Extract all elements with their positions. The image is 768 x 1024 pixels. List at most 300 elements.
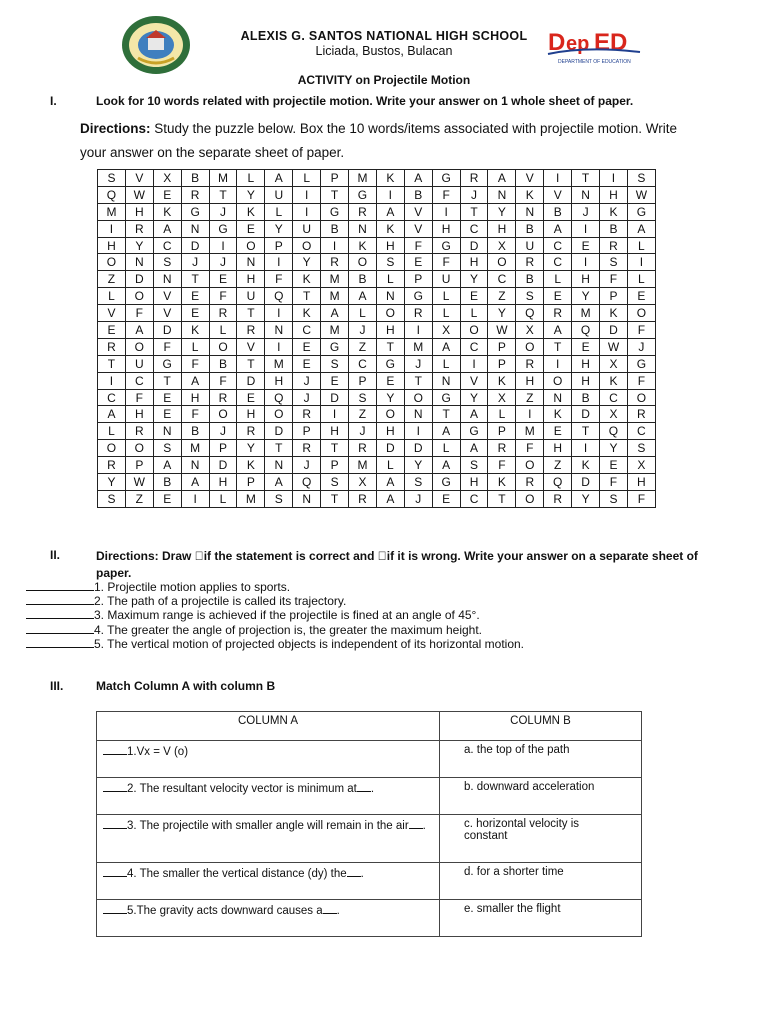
grid-cell: R <box>293 440 321 457</box>
grid-cell: I <box>209 237 237 254</box>
grid-cell: O <box>460 322 488 339</box>
grid-cell: X <box>349 474 377 491</box>
grid-cell: J <box>209 423 237 440</box>
grid-cell: G <box>627 355 655 372</box>
grid-cell: F <box>125 389 153 406</box>
grid-cell: H <box>376 322 404 339</box>
grid-cell: Y <box>265 220 293 237</box>
grid-cell: S <box>627 440 655 457</box>
grid-cell: G <box>349 186 377 203</box>
grid-cell: Z <box>125 490 153 507</box>
grid-row <box>98 288 656 305</box>
grid-cell: Y <box>488 203 516 220</box>
grid-cell: P <box>209 440 237 457</box>
grid-row <box>98 203 656 220</box>
grid-cell: R <box>321 254 349 271</box>
part2-directions: Directions: Draw  if the statement is correct and  if it is wrong. Write your answer on a separate sheet of paper. <box>96 549 698 580</box>
grid-cell: C <box>98 389 126 406</box>
grid-cell: R <box>404 305 432 322</box>
grid-cell: G <box>153 355 181 372</box>
grid-cell: R <box>516 474 544 491</box>
grid-cell: O <box>516 457 544 474</box>
grid-cell: K <box>376 170 404 187</box>
grid-cell: H <box>265 372 293 389</box>
grid-cell: Z <box>516 389 544 406</box>
grid-cell: S <box>460 457 488 474</box>
directions-label: Directions: <box>80 121 151 136</box>
grid-cell: S <box>321 355 349 372</box>
deped-logo-icon <box>546 26 642 66</box>
grid-cell: R <box>349 490 377 507</box>
grid-cell: X <box>516 322 544 339</box>
column-b-item: d. for a shorter time <box>440 863 642 900</box>
grid-cell: O <box>376 305 404 322</box>
column-b-item: a. the top of the path <box>440 741 642 778</box>
grid-cell: P <box>125 457 153 474</box>
grid-cell: Z <box>349 406 377 423</box>
grid-cell: H <box>237 271 265 288</box>
grid-cell: I <box>98 220 126 237</box>
grid-cell: N <box>153 423 181 440</box>
grid-cell: N <box>432 372 460 389</box>
grid-row <box>98 406 656 423</box>
svg-text:ED: ED <box>594 29 628 56</box>
grid-cell: L <box>460 305 488 322</box>
grid-cell: L <box>349 305 377 322</box>
grid-cell: S <box>600 254 628 271</box>
grid-cell: H <box>321 423 349 440</box>
grid-cell: M <box>349 170 377 187</box>
grid-cell: A <box>376 203 404 220</box>
grid-cell: D <box>209 457 237 474</box>
grid-cell: Y <box>600 440 628 457</box>
grid-cell: M <box>265 355 293 372</box>
grid-cell: O <box>237 237 265 254</box>
grid-cell: E <box>153 389 181 406</box>
grid-cell: A <box>265 474 293 491</box>
grid-cell: R <box>544 305 572 322</box>
grid-cell: Z <box>488 288 516 305</box>
grid-cell: D <box>321 389 349 406</box>
grid-cell: J <box>460 186 488 203</box>
column-a-header: COLUMN A <box>97 712 440 741</box>
grid-cell: J <box>293 457 321 474</box>
grid-cell: H <box>376 423 404 440</box>
grid-cell: U <box>293 220 321 237</box>
grid-cell: F <box>627 490 655 507</box>
grid-cell: I <box>544 355 572 372</box>
list-item: 4. The greater the angle of projection is, the greater the maximum height. <box>26 623 726 637</box>
grid-cell: C <box>153 237 181 254</box>
answer-blank[interactable] <box>26 580 94 591</box>
grid-cell: Y <box>460 271 488 288</box>
grid-cell: T <box>209 186 237 203</box>
table-row <box>97 712 642 741</box>
directions-text: Study the puzzle below. Box the 10 words/items associated with projectile motion. Write your answer on the separate sheet of paper. <box>80 121 678 160</box>
grid-cell: V <box>404 203 432 220</box>
grid-cell: D <box>125 271 153 288</box>
grid-cell: P <box>349 372 377 389</box>
grid-cell: N <box>237 254 265 271</box>
grid-cell: P <box>488 423 516 440</box>
grid-cell: K <box>572 457 600 474</box>
grid-cell: L <box>181 338 209 355</box>
grid-cell: A <box>544 322 572 339</box>
grid-cell: G <box>627 203 655 220</box>
grid-cell: I <box>572 254 600 271</box>
grid-row <box>98 338 656 355</box>
answer-blank[interactable] <box>26 594 94 605</box>
part1-instruction: Look for 10 words related with projectile motion. Write your answer on 1 whole sheet of paper. <box>96 94 634 108</box>
grid-cell: I <box>516 406 544 423</box>
grid-cell: V <box>544 186 572 203</box>
grid-cell: K <box>349 237 377 254</box>
matching-table <box>96 711 642 937</box>
grid-cell: M <box>321 271 349 288</box>
grid-cell: O <box>209 338 237 355</box>
grid-cell: H <box>600 186 628 203</box>
grid-cell: V <box>125 170 153 187</box>
grid-cell: E <box>293 338 321 355</box>
grid-cell: B <box>516 220 544 237</box>
grid-cell: J <box>627 338 655 355</box>
grid-cell: P <box>600 288 628 305</box>
grid-cell: N <box>293 490 321 507</box>
grid-cell: N <box>153 271 181 288</box>
grid-cell: H <box>572 355 600 372</box>
grid-cell: T <box>404 372 432 389</box>
grid-cell: A <box>265 170 293 187</box>
word-search-grid <box>97 169 656 508</box>
grid-cell: F <box>153 338 181 355</box>
grid-cell: P <box>265 237 293 254</box>
grid-cell: N <box>544 389 572 406</box>
grid-cell: I <box>572 220 600 237</box>
grid-cell: E <box>544 423 572 440</box>
grid-cell: Y <box>237 440 265 457</box>
table-row <box>97 815 642 863</box>
grid-cell: B <box>600 220 628 237</box>
list-item: 3. Maximum range is achieved if the projectile is fined at an angle of 45°. <box>26 608 726 622</box>
grid-cell: P <box>321 170 349 187</box>
grid-cell: E <box>237 389 265 406</box>
column-a-item: 1.Vx = V (o) <box>97 741 440 778</box>
grid-cell: Q <box>98 186 126 203</box>
grid-cell: E <box>321 372 349 389</box>
grid-cell: A <box>460 406 488 423</box>
grid-cell: H <box>460 254 488 271</box>
grid-cell: O <box>516 490 544 507</box>
grid-cell: N <box>349 220 377 237</box>
grid-cell: V <box>153 288 181 305</box>
grid-cell: F <box>627 322 655 339</box>
grid-cell: E <box>153 490 181 507</box>
grid-cell: U <box>516 237 544 254</box>
grid-cell: I <box>432 203 460 220</box>
grid-cell: B <box>572 389 600 406</box>
grid-cell: G <box>321 203 349 220</box>
grid-cell: I <box>321 237 349 254</box>
grid-cell: Y <box>460 389 488 406</box>
part3-number: III. <box>50 679 64 693</box>
grid-cell: W <box>125 186 153 203</box>
grid-cell: O <box>627 389 655 406</box>
grid-cell: B <box>544 203 572 220</box>
grid-cell: A <box>181 372 209 389</box>
grid-cell: K <box>153 203 181 220</box>
grid-cell: B <box>153 474 181 491</box>
grid-cell: S <box>98 170 126 187</box>
grid-cell: L <box>265 203 293 220</box>
grid-cell: F <box>209 288 237 305</box>
grid-cell: J <box>404 355 432 372</box>
grid-cell: I <box>404 322 432 339</box>
grid-cell: B <box>209 355 237 372</box>
grid-cell: D <box>600 322 628 339</box>
grid-cell: B <box>181 423 209 440</box>
grid-cell: K <box>600 203 628 220</box>
grid-cell: H <box>627 474 655 491</box>
grid-cell: H <box>488 220 516 237</box>
grid-cell: T <box>321 186 349 203</box>
grid-cell: E <box>627 288 655 305</box>
grid-cell: B <box>349 271 377 288</box>
grid-cell: U <box>265 186 293 203</box>
grid-cell: F <box>181 355 209 372</box>
grid-cell: H <box>432 220 460 237</box>
grid-cell: O <box>98 440 126 457</box>
list-item: 5. The vertical motion of projected objects is independent of its horizontal motion. <box>26 637 726 651</box>
grid-cell: F <box>265 271 293 288</box>
answer-blank[interactable] <box>26 637 94 648</box>
grid-cell: N <box>265 322 293 339</box>
grid-cell: D <box>572 406 600 423</box>
grid-cell: R <box>460 170 488 187</box>
grid-cell: C <box>460 220 488 237</box>
column-a-item: 4. The smaller the vertical distance (dy) the . <box>97 863 440 900</box>
grid-cell: T <box>265 440 293 457</box>
grid-cell: N <box>125 254 153 271</box>
grid-cell: E <box>98 322 126 339</box>
grid-cell: I <box>265 338 293 355</box>
grid-cell: K <box>181 322 209 339</box>
svg-text:D: D <box>548 29 566 56</box>
grid-cell: O <box>125 338 153 355</box>
grid-cell: F <box>181 406 209 423</box>
grid-cell: Q <box>265 288 293 305</box>
grid-cell: R <box>627 406 655 423</box>
svg-text:DEPARTMENT OF EDUCATION: DEPARTMENT OF EDUCATION <box>558 59 631 65</box>
grid-cell: R <box>544 490 572 507</box>
grid-cell: S <box>349 389 377 406</box>
grid-cell: Y <box>572 288 600 305</box>
grid-row <box>98 457 656 474</box>
grid-cell: R <box>237 423 265 440</box>
grid-cell: C <box>488 271 516 288</box>
grid-cell: F <box>432 186 460 203</box>
grid-cell: L <box>432 305 460 322</box>
grid-cell: X <box>432 322 460 339</box>
table-row <box>97 741 642 778</box>
svg-text:ep: ep <box>566 33 590 55</box>
grid-cell: L <box>209 322 237 339</box>
grid-cell: G <box>321 338 349 355</box>
part1-directions <box>80 117 680 165</box>
grid-cell: A <box>488 170 516 187</box>
grid-cell: X <box>600 355 628 372</box>
grid-cell: M <box>349 457 377 474</box>
grid-cell: T <box>153 372 181 389</box>
grid-cell: Y <box>125 237 153 254</box>
grid-cell: H <box>516 372 544 389</box>
grid-cell: I <box>404 423 432 440</box>
grid-row <box>98 440 656 457</box>
grid-cell: E <box>544 288 572 305</box>
grid-cell: V <box>516 170 544 187</box>
grid-cell: Q <box>293 474 321 491</box>
grid-cell: M <box>209 170 237 187</box>
answer-blank[interactable] <box>26 608 94 619</box>
grid-row <box>98 355 656 372</box>
grid-cell: T <box>98 355 126 372</box>
grid-cell: J <box>293 389 321 406</box>
grid-cell: L <box>544 271 572 288</box>
grid-cell: S <box>153 440 181 457</box>
grid-cell: Z <box>98 271 126 288</box>
grid-cell: M <box>572 305 600 322</box>
grid-cell: G <box>432 389 460 406</box>
part2-items <box>26 580 726 651</box>
grid-cell: W <box>627 186 655 203</box>
table-row <box>97 863 642 900</box>
grid-cell: V <box>98 305 126 322</box>
grid-cell: F <box>627 372 655 389</box>
part2-number: II. <box>50 548 61 562</box>
grid-cell: E <box>181 305 209 322</box>
grid-cell: H <box>125 406 153 423</box>
grid-cell: T <box>432 406 460 423</box>
grid-cell: Q <box>516 305 544 322</box>
grid-cell: R <box>516 355 544 372</box>
grid-cell: L <box>488 406 516 423</box>
grid-cell: T <box>376 338 404 355</box>
grid-cell: H <box>125 203 153 220</box>
grid-cell: H <box>98 237 126 254</box>
grid-cell: H <box>572 271 600 288</box>
grid-cell: T <box>293 288 321 305</box>
grid-cell: I <box>181 490 209 507</box>
grid-cell: H <box>237 406 265 423</box>
column-a-item: 2. The resultant velocity vector is minimum at . <box>97 778 440 815</box>
grid-row <box>98 322 656 339</box>
grid-cell: J <box>293 372 321 389</box>
grid-cell: L <box>432 355 460 372</box>
grid-cell: I <box>265 254 293 271</box>
grid-cell: E <box>209 271 237 288</box>
grid-cell: T <box>321 490 349 507</box>
grid-cell: A <box>544 220 572 237</box>
grid-cell: D <box>181 237 209 254</box>
grid-cell: X <box>627 457 655 474</box>
grid-cell: I <box>572 440 600 457</box>
grid-cell: V <box>153 305 181 322</box>
grid-cell: K <box>600 305 628 322</box>
grid-cell: X <box>153 170 181 187</box>
grid-cell: B <box>181 170 209 187</box>
grid-cell: O <box>265 406 293 423</box>
grid-cell: U <box>237 288 265 305</box>
grid-cell: P <box>488 355 516 372</box>
grid-cell: K <box>600 372 628 389</box>
grid-row <box>98 490 656 507</box>
grid-cell: G <box>209 220 237 237</box>
grid-cell: N <box>488 186 516 203</box>
grid-cell: E <box>153 406 181 423</box>
grid-cell: E <box>237 220 265 237</box>
grid-cell: N <box>404 406 432 423</box>
grid-cell: I <box>98 372 126 389</box>
grid-cell: I <box>321 406 349 423</box>
grid-cell: F <box>600 271 628 288</box>
answer-blank[interactable] <box>26 623 94 634</box>
grid-cell: X <box>488 389 516 406</box>
column-a-item: 5.The gravity acts downward causes a . <box>97 900 440 937</box>
grid-cell: D <box>237 372 265 389</box>
grid-cell: C <box>125 372 153 389</box>
grid-cell: E <box>460 288 488 305</box>
grid-cell: K <box>293 305 321 322</box>
table-row <box>97 778 642 815</box>
grid-cell: R <box>209 305 237 322</box>
column-a-item: 3. The projectile with smaller angle will remain in the air . <box>97 815 440 863</box>
grid-cell: L <box>376 457 404 474</box>
grid-cell: C <box>460 490 488 507</box>
grid-cell: O <box>293 237 321 254</box>
grid-cell: V <box>237 338 265 355</box>
grid-row <box>98 271 656 288</box>
grid-cell: A <box>376 490 404 507</box>
grid-cell: J <box>209 203 237 220</box>
grid-cell: O <box>125 288 153 305</box>
grid-cell: P <box>321 457 349 474</box>
grid-cell: G <box>432 170 460 187</box>
grid-cell: E <box>432 490 460 507</box>
grid-cell: E <box>600 457 628 474</box>
grid-cell: M <box>516 423 544 440</box>
grid-cell: Y <box>572 490 600 507</box>
grid-cell: A <box>627 220 655 237</box>
grid-cell: O <box>98 254 126 271</box>
grid-cell: G <box>181 203 209 220</box>
grid-cell: P <box>293 423 321 440</box>
grid-cell: X <box>488 237 516 254</box>
grid-cell: Y <box>404 457 432 474</box>
grid-cell: K <box>488 474 516 491</box>
activity-title: ACTIVITY on Projectile Motion <box>297 73 471 87</box>
grid-cell: O <box>209 406 237 423</box>
grid-cell: B <box>516 271 544 288</box>
grid-cell: K <box>237 457 265 474</box>
grid-cell: D <box>265 423 293 440</box>
grid-cell: W <box>600 338 628 355</box>
grid-row <box>98 474 656 491</box>
grid-cell: F <box>488 457 516 474</box>
grid-cell: M <box>98 203 126 220</box>
grid-cell: T <box>181 271 209 288</box>
grid-cell: R <box>600 237 628 254</box>
grid-cell: A <box>432 423 460 440</box>
grid-cell: P <box>488 338 516 355</box>
